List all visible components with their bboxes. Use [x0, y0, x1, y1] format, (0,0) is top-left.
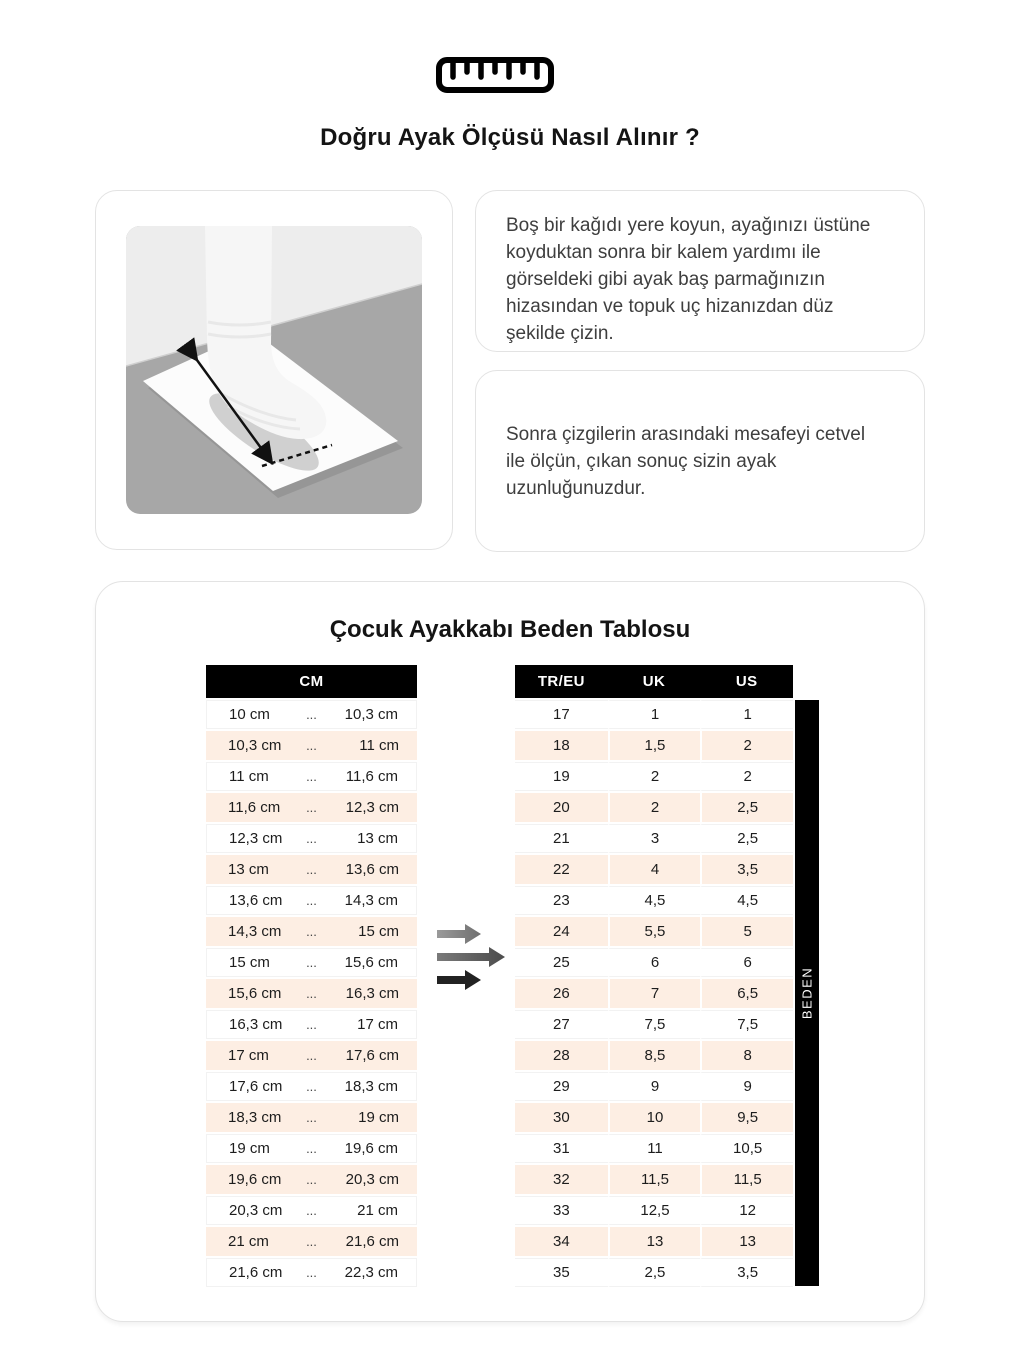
cm-range-dots: ... — [301, 1258, 322, 1287]
beden-label: BEDEN — [799, 966, 815, 1020]
us-value: 13 — [700, 1227, 793, 1256]
cm-range-dots: ... — [301, 1072, 322, 1101]
cm-table-row — [206, 886, 417, 915]
uk-value: 1 — [608, 700, 701, 729]
cm-range-dots: ... — [301, 855, 322, 884]
cm-table-row — [206, 948, 417, 977]
us-value: 5 — [700, 917, 793, 946]
tr-eu-value: 20 — [515, 793, 608, 822]
uk-value: 11 — [608, 1134, 701, 1163]
us-value: 3,5 — [700, 1258, 793, 1287]
uk-value: 8,5 — [608, 1041, 701, 1070]
size-table-row — [515, 1010, 793, 1039]
cm-range-start: 17 cm — [206, 1041, 301, 1070]
cm-range-start: 11,6 cm — [206, 793, 301, 822]
size-table-row — [515, 1134, 793, 1163]
cm-range-dots: ... — [301, 1134, 322, 1163]
cm-range-dots: ... — [301, 1010, 322, 1039]
uk-value: 5,5 — [608, 917, 701, 946]
cm-table-row — [206, 855, 417, 884]
ruler-icon — [435, 56, 555, 94]
uk-value: 11,5 — [608, 1165, 701, 1194]
uk-value: 10 — [608, 1103, 701, 1132]
cm-range-start: 15,6 cm — [206, 979, 301, 1008]
cm-table-row — [206, 1072, 417, 1101]
tr-eu-value: 28 — [515, 1041, 608, 1070]
cm-range-start: 19,6 cm — [206, 1165, 301, 1194]
us-value: 1 — [700, 700, 793, 729]
us-value: 6,5 — [700, 979, 793, 1008]
us-value: 2 — [700, 731, 793, 760]
cm-range-end: 22,3 cm — [322, 1258, 417, 1287]
uk-value: 6 — [608, 948, 701, 977]
us-value: 2,5 — [700, 824, 793, 853]
tr-eu-value: 19 — [515, 762, 608, 791]
instruction-step-2: Sonra çizgilerin arasındaki mesafeyi cetvel ile ölçün, çıkan sonuç sizin ayak uzunluğunuzdur. — [506, 423, 866, 499]
size-table-row — [515, 700, 793, 729]
cm-table-header — [206, 665, 417, 698]
cm-range-start: 14,3 cm — [206, 917, 301, 946]
tr-eu-value: 35 — [515, 1258, 608, 1287]
cm-range-start: 21,6 cm — [206, 1258, 301, 1287]
size-table-row — [515, 1041, 793, 1070]
tr-eu-value: 23 — [515, 886, 608, 915]
cm-range-end: 20,3 cm — [322, 1165, 417, 1194]
cm-table-row — [206, 1010, 417, 1039]
tr-eu-value: 22 — [515, 855, 608, 884]
cm-range-dots: ... — [301, 731, 322, 760]
cm-table-row — [206, 700, 417, 729]
us-value: 2 — [700, 762, 793, 791]
cm-range-start: 20,3 cm — [206, 1196, 301, 1225]
cm-range-end: 15,6 cm — [322, 948, 417, 977]
size-table-row — [515, 1072, 793, 1101]
cm-range-start: 15 cm — [206, 948, 301, 977]
tr-eu-value: 25 — [515, 948, 608, 977]
page-title: Doğru Ayak Ölçüsü Nasıl Alınır ? — [320, 124, 700, 151]
cm-table-row — [206, 1258, 417, 1287]
triple-right-arrows-icon — [435, 920, 511, 994]
uk-value: 1,5 — [608, 731, 701, 760]
us-value: 12 — [700, 1196, 793, 1225]
size-table-row — [515, 1165, 793, 1194]
cm-range-dots: ... — [301, 762, 322, 791]
cm-range-end: 10,3 cm — [322, 700, 417, 729]
size-table-header — [515, 665, 793, 698]
tr-eu-value: 26 — [515, 979, 608, 1008]
uk-value: 13 — [608, 1227, 701, 1256]
tr-eu-value: 32 — [515, 1165, 608, 1194]
tr-eu-value: 33 — [515, 1196, 608, 1225]
cm-range-dots: ... — [301, 824, 322, 853]
cm-table-row — [206, 824, 417, 853]
cm-range-dots: ... — [301, 1165, 322, 1194]
cm-range-dots: ... — [301, 948, 322, 977]
uk-value: 7 — [608, 979, 701, 1008]
us-value: 4,5 — [700, 886, 793, 915]
cm-range-end: 16,3 cm — [322, 979, 417, 1008]
uk-value: 7,5 — [608, 1010, 701, 1039]
us-value: 2,5 — [700, 793, 793, 822]
us-value: 3,5 — [700, 855, 793, 884]
size-table-row — [515, 762, 793, 791]
cm-range-table — [206, 698, 417, 1289]
size-table-row — [515, 917, 793, 946]
cm-range-end: 17,6 cm — [322, 1041, 417, 1070]
uk-value: 9 — [608, 1072, 701, 1101]
cm-range-start: 21 cm — [206, 1227, 301, 1256]
cm-range-end: 13 cm — [322, 824, 417, 853]
cm-range-start: 11 cm — [206, 762, 301, 791]
cm-table-row — [206, 917, 417, 946]
size-table-row — [515, 731, 793, 760]
cm-range-end: 11 cm — [322, 731, 417, 760]
size-table-row — [515, 824, 793, 853]
tr-eu-value: 24 — [515, 917, 608, 946]
cm-range-dots: ... — [301, 1103, 322, 1132]
cm-range-start: 10 cm — [206, 700, 301, 729]
cm-table-row — [206, 979, 417, 1008]
tr-eu-value: 29 — [515, 1072, 608, 1101]
cm-table-row — [206, 1165, 417, 1194]
cm-range-start: 12,3 cm — [206, 824, 301, 853]
size-table-row — [515, 886, 793, 915]
size-table-row — [515, 855, 793, 884]
instruction-card-1 — [475, 190, 925, 352]
tr-eu-value: 34 — [515, 1227, 608, 1256]
instruction-card-2 — [475, 370, 925, 552]
cm-range-end: 19 cm — [322, 1103, 417, 1132]
uk-value: 3 — [608, 824, 701, 853]
tr-eu-value: 27 — [515, 1010, 608, 1039]
us-value: 11,5 — [700, 1165, 793, 1194]
instruction-step-1: Boş bir kağıdı yere koyun, ayağınızı üstüne koyduktan sonra bir kalem yardımı ile görseldeki gibi ayak baş parmağınızın hizasından ve topuk uç hizanızdan düz şekilde çizin. — [506, 215, 871, 344]
cm-range-end: 19,6 cm — [322, 1134, 417, 1163]
cm-table-row — [206, 762, 417, 791]
us-value: 7,5 — [700, 1010, 793, 1039]
size-table-row — [515, 1227, 793, 1256]
size-table-row — [515, 1258, 793, 1287]
us-value: 8 — [700, 1041, 793, 1070]
size-table-row — [515, 1103, 793, 1132]
cm-header-label: CM — [299, 673, 324, 690]
cm-range-end: 13,6 cm — [322, 855, 417, 884]
cm-table-row — [206, 1041, 417, 1070]
cm-table-row — [206, 1227, 417, 1256]
tr-eu-value: 21 — [515, 824, 608, 853]
us-value: 9,5 — [700, 1103, 793, 1132]
cm-range-dots: ... — [301, 917, 322, 946]
uk-header: UK — [642, 673, 666, 690]
cm-range-end: 18,3 cm — [322, 1072, 417, 1101]
cm-range-end: 12,3 cm — [322, 793, 417, 822]
uk-value: 2 — [608, 793, 701, 822]
tr-eu-value: 17 — [515, 700, 608, 729]
uk-value: 2 — [608, 762, 701, 791]
us-value: 9 — [700, 1072, 793, 1101]
us-value: 6 — [700, 948, 793, 977]
cm-range-end: 15 cm — [322, 917, 417, 946]
size-table-title: Çocuk Ayakkabı Beden Tablosu — [329, 616, 691, 643]
cm-range-end: 14,3 cm — [322, 886, 417, 915]
uk-value: 4,5 — [608, 886, 701, 915]
cm-range-end: 11,6 cm — [322, 762, 417, 791]
uk-value: 2,5 — [608, 1258, 701, 1287]
size-table-row — [515, 948, 793, 977]
foot-on-paper-photo — [126, 226, 422, 514]
beden-side-bar — [795, 700, 819, 1286]
cm-range-dots: ... — [301, 886, 322, 915]
tr-eu-value: 30 — [515, 1103, 608, 1132]
tr-eu-value: 31 — [515, 1134, 608, 1163]
cm-range-start: 18,3 cm — [206, 1103, 301, 1132]
cm-range-start: 13 cm — [206, 855, 301, 884]
measurement-photo-card — [95, 190, 453, 550]
uk-value: 12,5 — [608, 1196, 701, 1225]
cm-range-start: 19 cm — [206, 1134, 301, 1163]
cm-range-start: 13,6 cm — [206, 886, 301, 915]
us-value: 10,5 — [700, 1134, 793, 1163]
cm-range-end: 21,6 cm — [322, 1227, 417, 1256]
cm-range-dots: ... — [301, 1227, 322, 1256]
cm-range-dots: ... — [301, 1196, 322, 1225]
cm-table-row — [206, 731, 417, 760]
cm-range-dots: ... — [301, 793, 322, 822]
shoe-size-table — [515, 698, 793, 1289]
uk-value: 4 — [608, 855, 701, 884]
cm-table-row — [206, 793, 417, 822]
us-header: US — [735, 673, 758, 690]
cm-range-start: 17,6 cm — [206, 1072, 301, 1101]
cm-range-start: 10,3 cm — [206, 731, 301, 760]
size-table-row — [515, 979, 793, 1008]
cm-range-dots: ... — [301, 700, 322, 729]
cm-table-row — [206, 1196, 417, 1225]
cm-range-dots: ... — [301, 1041, 322, 1070]
tr-eu-value: 18 — [515, 731, 608, 760]
cm-range-end: 17 cm — [322, 1010, 417, 1039]
size-table-row — [515, 793, 793, 822]
cm-range-dots: ... — [301, 979, 322, 1008]
size-table-row — [515, 1196, 793, 1225]
cm-range-start: 16,3 cm — [206, 1010, 301, 1039]
cm-table-row — [206, 1134, 417, 1163]
cm-range-end: 21 cm — [322, 1196, 417, 1225]
tr-eu-header: TR/EU — [537, 673, 585, 690]
cm-table-row — [206, 1103, 417, 1132]
